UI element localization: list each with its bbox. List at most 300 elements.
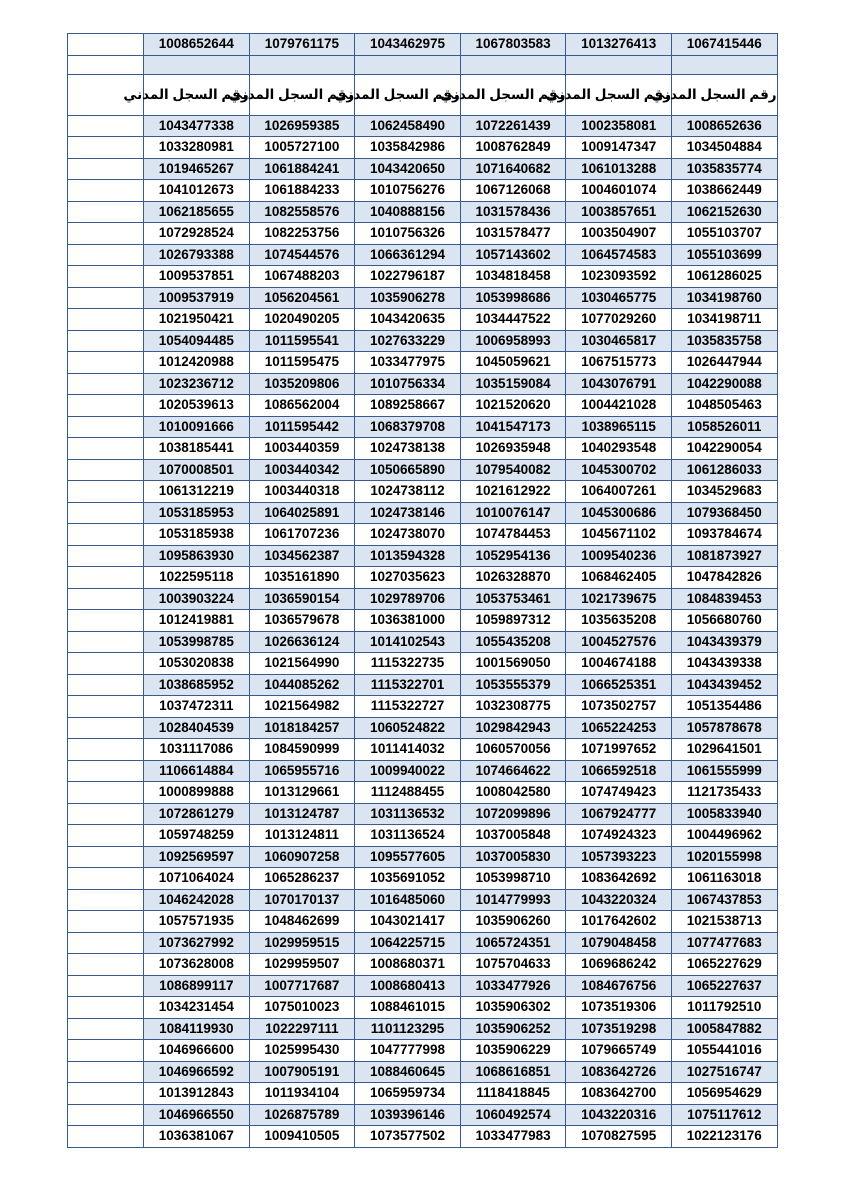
id-cell: 1024738070 xyxy=(355,524,461,546)
id-cell: 1065227637 xyxy=(671,975,777,997)
id-cell: 1043439452 xyxy=(671,674,777,696)
id-cell: 1045671102 xyxy=(566,524,672,546)
id-cell: 1012419881 xyxy=(144,610,250,632)
id-cell: 1056954629 xyxy=(671,1083,777,1105)
id-cell: 1033280981 xyxy=(144,137,250,159)
id-cell: 1036381000 xyxy=(355,610,461,632)
id-cell: 1045059621 xyxy=(460,352,566,374)
id-cell: 1010756276 xyxy=(355,180,461,202)
id-cell: 1034529683 xyxy=(671,481,777,503)
id-cell: 1003440359 xyxy=(249,438,355,460)
id-cell: 1065227629 xyxy=(671,954,777,976)
row-margin-cell xyxy=(68,932,144,954)
id-cell: 1067437853 xyxy=(671,889,777,911)
id-cell: 1053185953 xyxy=(144,502,250,524)
id-cell: 1058526011 xyxy=(671,416,777,438)
blank-cell xyxy=(460,55,566,74)
id-cell: 1073627992 xyxy=(144,932,250,954)
id-cell: 1037005848 xyxy=(460,825,566,847)
id-cell: 1013124811 xyxy=(249,825,355,847)
row-margin-cell xyxy=(68,481,144,503)
id-cell: 1038685952 xyxy=(144,674,250,696)
table-row xyxy=(68,997,778,1019)
id-cell: 1033477926 xyxy=(460,975,566,997)
id-cell: 1035906252 xyxy=(460,1018,566,1040)
row-margin-cell xyxy=(68,975,144,997)
id-cell: 1059748259 xyxy=(144,825,250,847)
id-cell: 1053020838 xyxy=(144,653,250,675)
id-cell: 1053753461 xyxy=(460,588,566,610)
id-cell: 1083642692 xyxy=(566,868,672,890)
id-cell: 1056680760 xyxy=(671,610,777,632)
table-row xyxy=(68,524,778,546)
id-cell: 1009537851 xyxy=(144,266,250,288)
id-cell: 1022595118 xyxy=(144,567,250,589)
column-header: رقم السجل المدني xyxy=(355,74,461,115)
row-margin-cell xyxy=(68,34,144,56)
id-cell: 1020490205 xyxy=(249,309,355,331)
id-cell: 1035906229 xyxy=(460,1040,566,1062)
id-cell: 1043439338 xyxy=(671,653,777,675)
id-cell: 1022297111 xyxy=(249,1018,355,1040)
id-cell: 1035835758 xyxy=(671,330,777,352)
table-header-row xyxy=(68,74,778,115)
id-cell: 1041547173 xyxy=(460,416,566,438)
column-header: رقم السجل المدني xyxy=(144,74,250,115)
table-row xyxy=(68,567,778,589)
row-margin-cell xyxy=(68,717,144,739)
id-cell: 1011792510 xyxy=(671,997,777,1019)
id-cell: 1089258667 xyxy=(355,395,461,417)
row-margin-cell xyxy=(68,997,144,1019)
row-margin-cell xyxy=(68,610,144,632)
table-row xyxy=(68,115,778,137)
table-row xyxy=(68,545,778,567)
id-cell: 1035635208 xyxy=(566,610,672,632)
id-cell: 1077477683 xyxy=(671,932,777,954)
table-row xyxy=(68,502,778,524)
id-cell: 1004496962 xyxy=(671,825,777,847)
id-cell: 1061163018 xyxy=(671,868,777,890)
id-cell: 1023236712 xyxy=(144,373,250,395)
id-cell: 1065286237 xyxy=(249,868,355,890)
row-margin-cell xyxy=(68,158,144,180)
id-cell: 1047842826 xyxy=(671,567,777,589)
table-row-blank xyxy=(68,55,778,74)
id-cell: 1073502757 xyxy=(566,696,672,718)
table-row xyxy=(68,739,778,761)
id-cell: 1067515773 xyxy=(566,352,672,374)
id-cell: 1073519298 xyxy=(566,1018,672,1040)
row-margin-cell xyxy=(68,567,144,589)
table-row xyxy=(68,266,778,288)
id-cell: 1067488203 xyxy=(249,266,355,288)
table-row xyxy=(68,1083,778,1105)
table-row xyxy=(68,158,778,180)
id-cell: 1071640682 xyxy=(460,158,566,180)
id-cell: 1040293548 xyxy=(566,438,672,460)
id-cell: 1008652644 xyxy=(144,34,250,56)
id-cell: 1050665890 xyxy=(355,459,461,481)
id-cell: 1004601074 xyxy=(566,180,672,202)
id-cell: 1043420635 xyxy=(355,309,461,331)
id-cell: 1061013288 xyxy=(566,158,672,180)
id-cell: 1031578436 xyxy=(460,201,566,223)
id-cell: 1042290054 xyxy=(671,438,777,460)
id-cell: 1043420650 xyxy=(355,158,461,180)
id-cell: 1121735433 xyxy=(671,782,777,804)
table-row xyxy=(68,395,778,417)
id-cell: 1055435208 xyxy=(460,631,566,653)
id-cell: 1016485060 xyxy=(355,889,461,911)
id-cell: 1027035623 xyxy=(355,567,461,589)
id-cell: 1036381067 xyxy=(144,1126,250,1148)
row-margin-cell xyxy=(68,803,144,825)
table-row xyxy=(68,674,778,696)
table-row xyxy=(68,889,778,911)
id-cell: 1008680371 xyxy=(355,954,461,976)
id-cell: 1011414032 xyxy=(355,739,461,761)
table-row xyxy=(68,481,778,503)
id-cell: 1026959385 xyxy=(249,115,355,137)
id-cell: 1009537919 xyxy=(144,287,250,309)
id-cell: 1084590999 xyxy=(249,739,355,761)
row-margin-cell xyxy=(68,416,144,438)
id-cell: 1035906278 xyxy=(355,287,461,309)
id-cell: 1038662449 xyxy=(671,180,777,202)
id-cell: 1034198711 xyxy=(671,309,777,331)
row-margin-cell xyxy=(68,782,144,804)
id-cell: 1070827595 xyxy=(566,1126,672,1148)
id-cell: 1011595442 xyxy=(249,416,355,438)
id-cell: 1061312219 xyxy=(144,481,250,503)
id-cell: 1027516747 xyxy=(671,1061,777,1083)
id-cell: 1024738138 xyxy=(355,438,461,460)
row-margin-cell xyxy=(68,266,144,288)
row-margin-cell xyxy=(68,1061,144,1083)
id-cell: 1083642726 xyxy=(566,1061,672,1083)
id-cell: 1043477338 xyxy=(144,115,250,137)
table-row xyxy=(68,373,778,395)
id-cell: 1011934104 xyxy=(249,1083,355,1105)
id-cell: 1066361294 xyxy=(355,244,461,266)
row-margin-cell xyxy=(68,502,144,524)
id-cell: 1053185938 xyxy=(144,524,250,546)
table-row xyxy=(68,1104,778,1126)
id-cell: 1006958993 xyxy=(460,330,566,352)
row-margin-cell xyxy=(68,846,144,868)
row-margin-cell xyxy=(68,201,144,223)
id-cell: 1035906302 xyxy=(460,997,566,1019)
table-row xyxy=(68,803,778,825)
id-cell: 1047777998 xyxy=(355,1040,461,1062)
id-cell: 1031578477 xyxy=(460,223,566,245)
row-margin-cell xyxy=(68,588,144,610)
id-cell: 1025995430 xyxy=(249,1040,355,1062)
id-cell: 1092569597 xyxy=(144,846,250,868)
table-row xyxy=(68,223,778,245)
id-cell: 1026935948 xyxy=(460,438,566,460)
id-cell: 1086899117 xyxy=(144,975,250,997)
id-cell: 1020155998 xyxy=(671,846,777,868)
id-cell: 1037472311 xyxy=(144,696,250,718)
id-cell: 1077029260 xyxy=(566,309,672,331)
id-cell: 1057878678 xyxy=(671,717,777,739)
id-cell: 1045300686 xyxy=(566,502,672,524)
table-row xyxy=(68,868,778,890)
id-cell: 1065224253 xyxy=(566,717,672,739)
table-row xyxy=(68,438,778,460)
id-cell: 1060492574 xyxy=(460,1104,566,1126)
table-row xyxy=(68,137,778,159)
id-cell: 1034231454 xyxy=(144,997,250,1019)
id-cell: 1035691052 xyxy=(355,868,461,890)
id-cell: 1046242028 xyxy=(144,889,250,911)
id-cell: 1064007261 xyxy=(566,481,672,503)
id-cell: 1062458490 xyxy=(355,115,461,137)
id-cell: 1004421028 xyxy=(566,395,672,417)
id-cell: 1043439379 xyxy=(671,631,777,653)
id-cell: 1095577605 xyxy=(355,846,461,868)
table-row xyxy=(68,459,778,481)
id-cell: 1038965115 xyxy=(566,416,672,438)
id-cell: 1013276413 xyxy=(566,34,672,56)
id-cell: 1079368450 xyxy=(671,502,777,524)
id-cell: 1061707236 xyxy=(249,524,355,546)
id-cell: 1000899888 xyxy=(144,782,250,804)
id-cell: 1067415446 xyxy=(671,34,777,56)
id-cell: 1033477975 xyxy=(355,352,461,374)
id-cell: 1034198760 xyxy=(671,287,777,309)
id-cell: 1053998686 xyxy=(460,287,566,309)
id-cell: 1012420988 xyxy=(144,352,250,374)
table-row xyxy=(68,201,778,223)
id-cell: 1064025891 xyxy=(249,502,355,524)
id-cell: 1074664622 xyxy=(460,760,566,782)
table-row-top xyxy=(68,34,778,56)
id-cell: 1072261439 xyxy=(460,115,566,137)
id-cell: 1035159084 xyxy=(460,373,566,395)
id-cell: 1112488455 xyxy=(355,782,461,804)
table-row xyxy=(68,1040,778,1062)
id-cell: 1115322727 xyxy=(355,696,461,718)
id-cell: 1073577502 xyxy=(355,1126,461,1148)
id-cell: 1071997652 xyxy=(566,739,672,761)
id-cell: 1005727100 xyxy=(249,137,355,159)
id-cell: 1031117086 xyxy=(144,739,250,761)
id-cell: 1021564990 xyxy=(249,653,355,675)
id-cell: 1082558576 xyxy=(249,201,355,223)
id-cell: 1101123295 xyxy=(355,1018,461,1040)
id-cell: 1069686242 xyxy=(566,954,672,976)
id-cell: 1074924323 xyxy=(566,825,672,847)
id-cell: 1026636124 xyxy=(249,631,355,653)
table-row xyxy=(68,846,778,868)
id-cell: 1021520620 xyxy=(460,395,566,417)
table-row xyxy=(68,631,778,653)
row-margin-cell xyxy=(68,115,144,137)
id-cell: 1053998710 xyxy=(460,868,566,890)
row-margin-cell xyxy=(68,287,144,309)
id-cell: 1079540082 xyxy=(460,459,566,481)
id-cell: 1046966600 xyxy=(144,1040,250,1062)
id-cell: 1027633229 xyxy=(355,330,461,352)
table-row xyxy=(68,1126,778,1148)
row-margin-cell xyxy=(68,244,144,266)
table-row xyxy=(68,330,778,352)
id-cell: 1079761175 xyxy=(249,34,355,56)
id-cell: 1021612922 xyxy=(460,481,566,503)
id-cell: 1093784674 xyxy=(671,524,777,546)
row-margin-cell xyxy=(68,438,144,460)
id-cell: 1057143602 xyxy=(460,244,566,266)
id-cell: 1060524822 xyxy=(355,717,461,739)
row-margin-cell xyxy=(68,954,144,976)
id-cell: 1045300702 xyxy=(566,459,672,481)
table-row xyxy=(68,825,778,847)
id-cell: 1002358081 xyxy=(566,115,672,137)
id-cell: 1088461015 xyxy=(355,997,461,1019)
row-margin-cell xyxy=(68,739,144,761)
row-margin-cell xyxy=(68,631,144,653)
blank-cell xyxy=(249,55,355,74)
id-cell: 1008652636 xyxy=(671,115,777,137)
id-cell: 1067803583 xyxy=(460,34,566,56)
id-cell: 1003903224 xyxy=(144,588,250,610)
id-cell: 1061286025 xyxy=(671,266,777,288)
id-cell: 1040888156 xyxy=(355,201,461,223)
id-cell: 1041012673 xyxy=(144,180,250,202)
id-cell: 1061286033 xyxy=(671,459,777,481)
id-cell: 1003440318 xyxy=(249,481,355,503)
id-cell: 1011595541 xyxy=(249,330,355,352)
id-cell: 1073519306 xyxy=(566,997,672,1019)
id-cell: 1010756326 xyxy=(355,223,461,245)
id-cell: 1056204561 xyxy=(249,287,355,309)
id-cell: 1010076147 xyxy=(460,502,566,524)
row-margin-cell xyxy=(68,545,144,567)
id-cell: 1075117612 xyxy=(671,1104,777,1126)
row-margin-cell xyxy=(68,137,144,159)
row-margin-cell xyxy=(68,696,144,718)
id-cell: 1021950421 xyxy=(144,309,250,331)
id-cell: 1118418845 xyxy=(460,1083,566,1105)
id-cell: 1043021417 xyxy=(355,911,461,933)
id-cell: 1036590154 xyxy=(249,588,355,610)
column-header: رقم السجل المدني xyxy=(460,74,566,115)
id-cell: 1075704633 xyxy=(460,954,566,976)
id-cell: 1029789706 xyxy=(355,588,461,610)
id-cell: 1031136532 xyxy=(355,803,461,825)
id-cell: 1084119930 xyxy=(144,1018,250,1040)
id-cell: 1020539613 xyxy=(144,395,250,417)
id-cell: 1065724351 xyxy=(460,932,566,954)
row-margin-cell xyxy=(68,889,144,911)
id-cell: 1005833940 xyxy=(671,803,777,825)
id-cell: 1036579678 xyxy=(249,610,355,632)
id-cell: 1038185441 xyxy=(144,438,250,460)
id-cell: 1067126068 xyxy=(460,180,566,202)
id-cell: 1039396146 xyxy=(355,1104,461,1126)
id-cell: 1021538713 xyxy=(671,911,777,933)
id-cell: 1001569050 xyxy=(460,653,566,675)
id-cell: 1013124787 xyxy=(249,803,355,825)
id-cell: 1059897312 xyxy=(460,610,566,632)
row-margin-cell xyxy=(68,674,144,696)
id-cell: 1030465817 xyxy=(566,330,672,352)
id-cell: 1060907258 xyxy=(249,846,355,868)
column-header: رقم السجل المدني xyxy=(671,74,777,115)
id-cell: 1009147347 xyxy=(566,137,672,159)
column-header: رقم السجل المدني xyxy=(249,74,355,115)
id-cell: 1079665749 xyxy=(566,1040,672,1062)
id-cell: 1082253756 xyxy=(249,223,355,245)
table-row xyxy=(68,975,778,997)
id-cell: 1008680413 xyxy=(355,975,461,997)
id-cell: 1019465267 xyxy=(144,158,250,180)
id-cell: 1043220324 xyxy=(566,889,672,911)
id-cell: 1029842943 xyxy=(460,717,566,739)
id-cell: 1051354486 xyxy=(671,696,777,718)
table-row xyxy=(68,352,778,374)
id-cell: 1021739675 xyxy=(566,588,672,610)
id-cell: 1079048458 xyxy=(566,932,672,954)
id-cell: 1066592518 xyxy=(566,760,672,782)
id-cell: 1061884233 xyxy=(249,180,355,202)
id-cell: 1035209806 xyxy=(249,373,355,395)
id-cell: 1084839453 xyxy=(671,588,777,610)
id-cell: 1083642700 xyxy=(566,1083,672,1105)
id-cell: 1106614884 xyxy=(144,760,250,782)
id-cell: 1003440342 xyxy=(249,459,355,481)
id-cell: 1035161890 xyxy=(249,567,355,589)
id-cell: 1081873927 xyxy=(671,545,777,567)
id-cell: 1072861279 xyxy=(144,803,250,825)
id-cell: 1046966592 xyxy=(144,1061,250,1083)
table-row xyxy=(68,911,778,933)
id-cell: 1052954136 xyxy=(460,545,566,567)
id-cell: 1004527576 xyxy=(566,631,672,653)
blank-cell xyxy=(355,55,461,74)
table-body xyxy=(68,34,778,1148)
id-cell: 1115322701 xyxy=(355,674,461,696)
id-cell: 1014102543 xyxy=(355,631,461,653)
table-row xyxy=(68,244,778,266)
id-cell: 1023093592 xyxy=(566,266,672,288)
id-cell: 1064574583 xyxy=(566,244,672,266)
id-cell: 1061555999 xyxy=(671,760,777,782)
id-cell: 1065959734 xyxy=(355,1083,461,1105)
id-cell: 1070170137 xyxy=(249,889,355,911)
id-cell: 1035835774 xyxy=(671,158,777,180)
row-margin-cell xyxy=(68,55,144,74)
table-row xyxy=(68,309,778,331)
id-cell: 1068379708 xyxy=(355,416,461,438)
id-cell: 1028404539 xyxy=(144,717,250,739)
id-cell: 1064225715 xyxy=(355,932,461,954)
table-row xyxy=(68,180,778,202)
row-margin-cell xyxy=(68,459,144,481)
row-margin-cell xyxy=(68,223,144,245)
id-cell: 1057393223 xyxy=(566,846,672,868)
row-margin-cell xyxy=(68,373,144,395)
table-row xyxy=(68,588,778,610)
row-margin-cell xyxy=(68,180,144,202)
id-cell: 1048462699 xyxy=(249,911,355,933)
id-cell: 1054094485 xyxy=(144,330,250,352)
id-cell: 1022796187 xyxy=(355,266,461,288)
row-margin-cell xyxy=(68,1083,144,1105)
